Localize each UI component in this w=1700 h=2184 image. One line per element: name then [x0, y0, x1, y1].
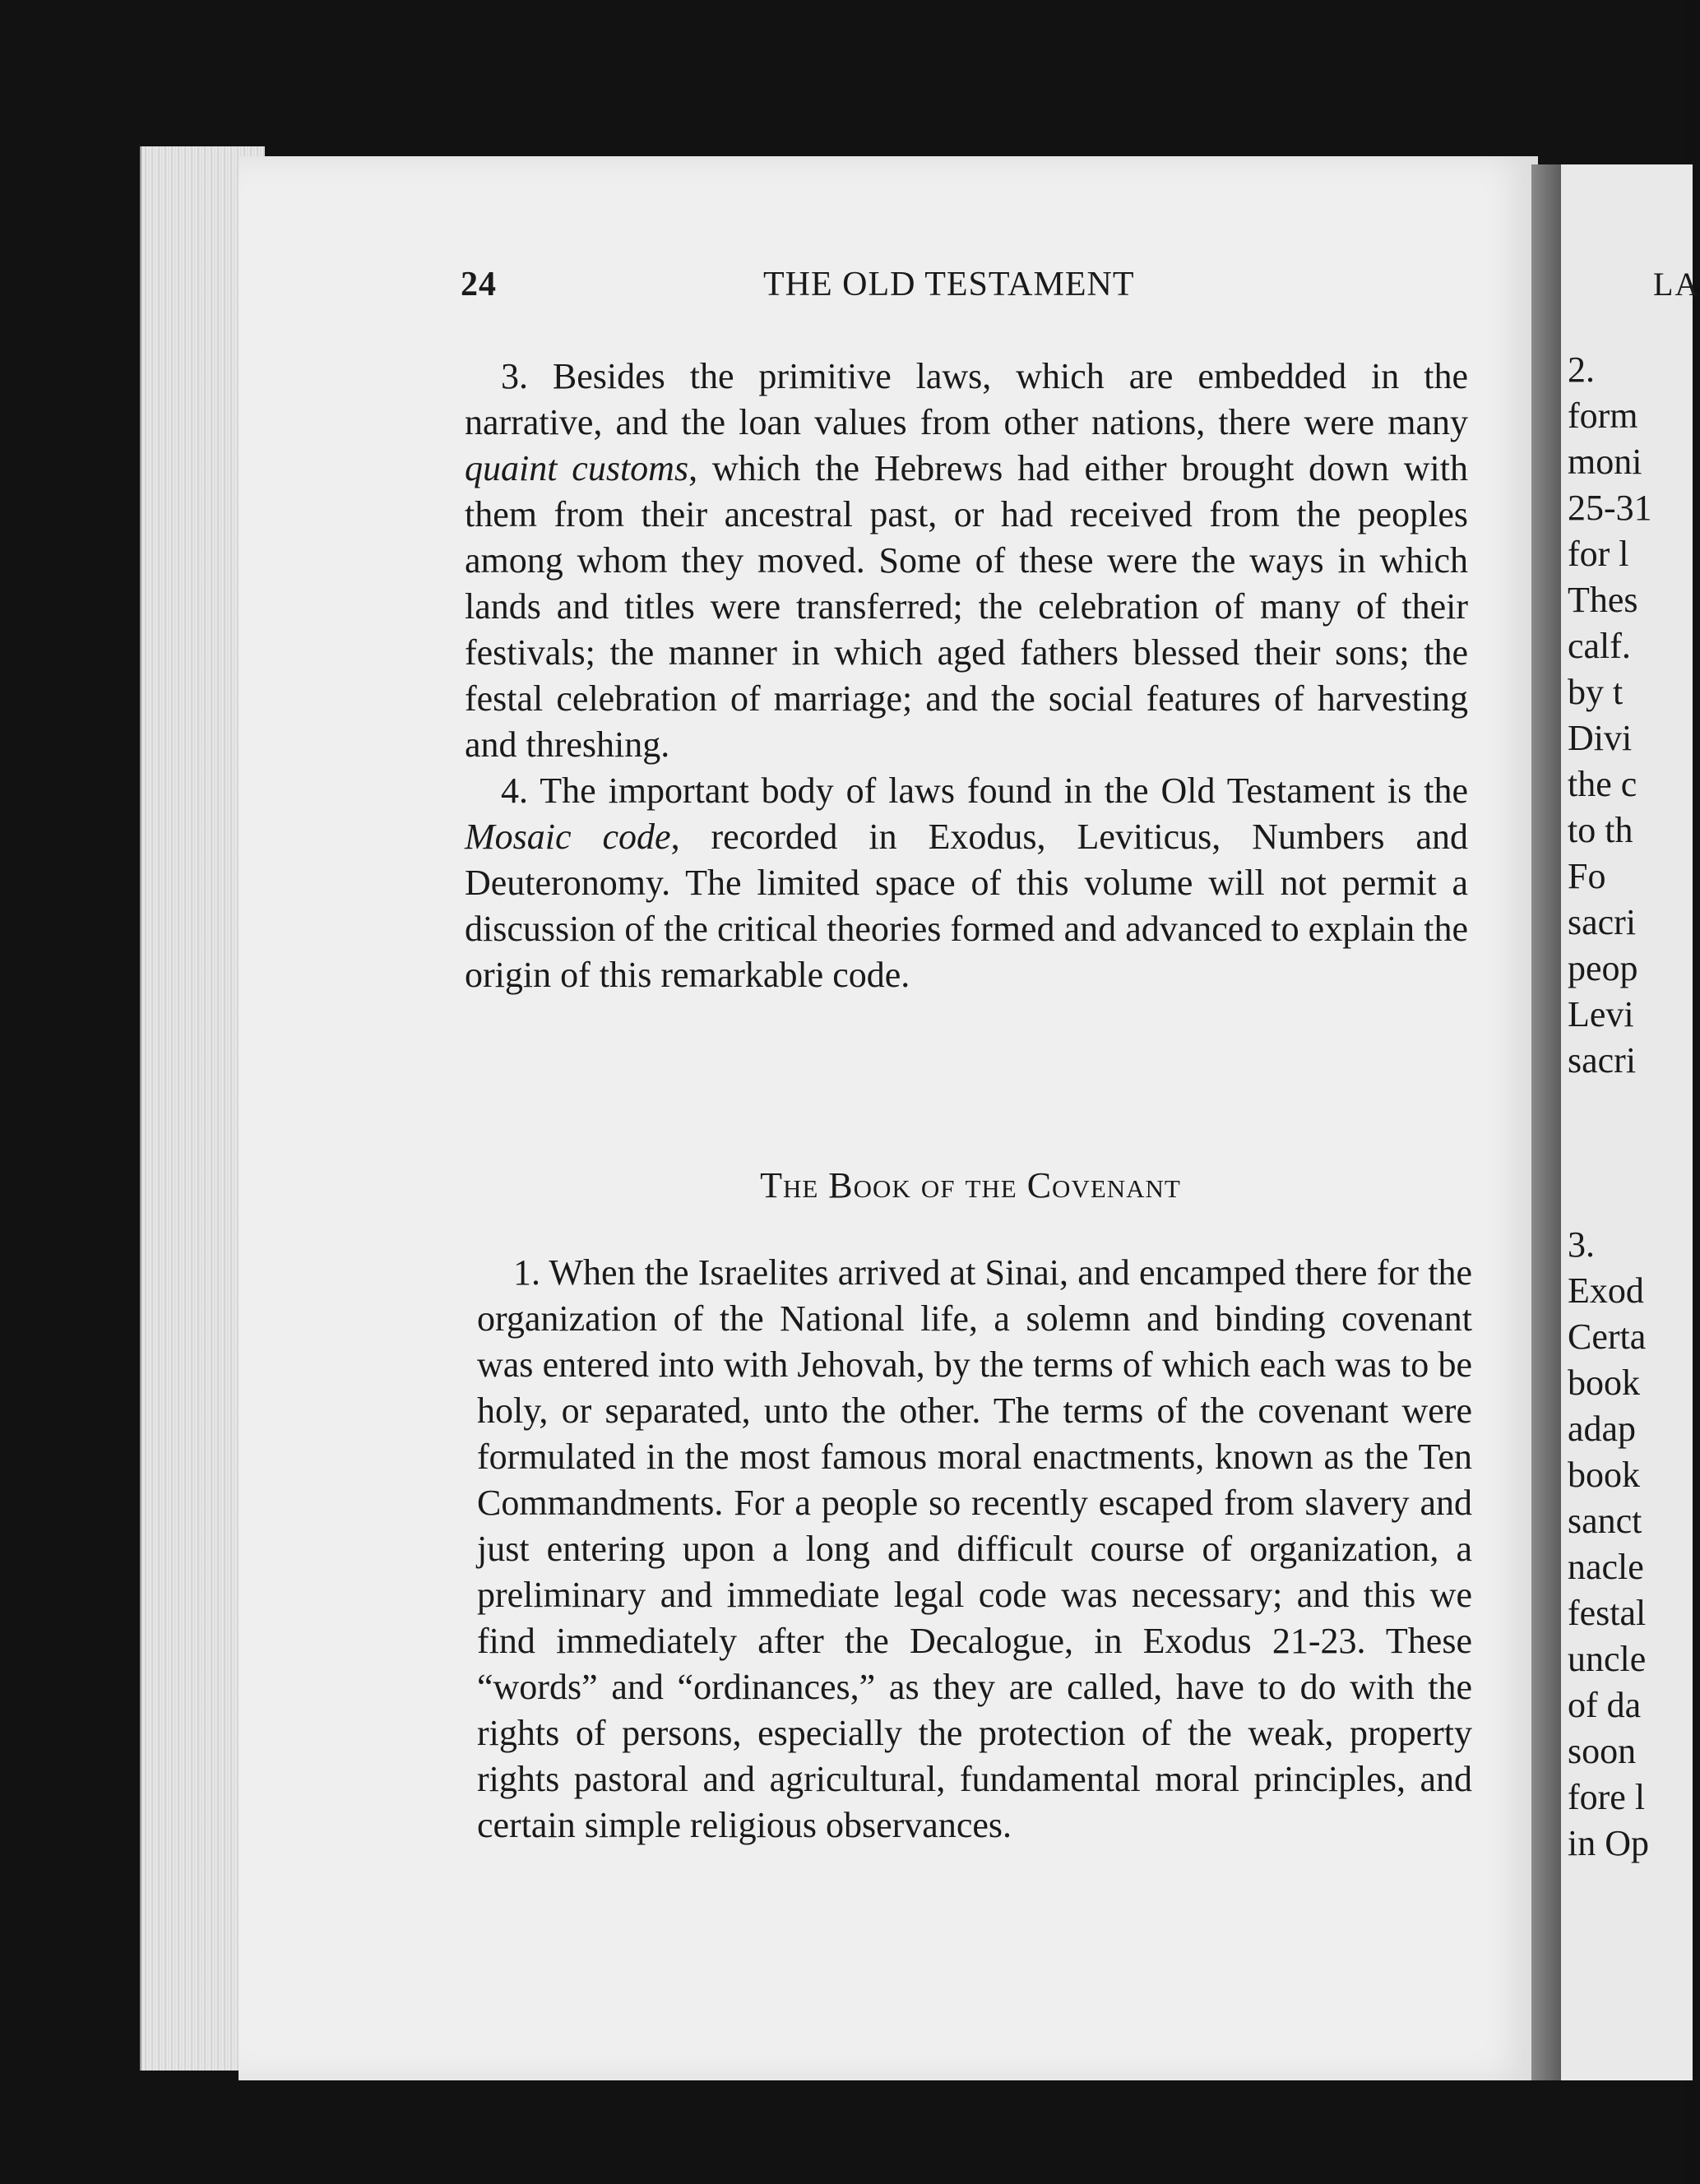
right-page-line	[1568, 301, 1652, 347]
right-page-line: nacle	[1568, 1547, 1644, 1587]
right-page-line: by t	[1568, 672, 1624, 712]
right-page-line: soon	[1568, 1731, 1637, 1771]
right-page-line: the c	[1568, 764, 1637, 804]
paragraph-4-emphasis: Mosaic code	[465, 817, 671, 857]
right-page-line: Exod	[1568, 1270, 1644, 1311]
right-page-line: form	[1568, 396, 1638, 436]
paragraph-covenant-1: 1. When the Israelites arrived at Sinai, and encamped there for the organization of the National life, a solemn and binding covenant was entered into with Jehovah, by the terms of which each was to be holy, or separated, unto the other. The terms of the covenant were formulated in the most famous moral enactments, known as the Ten Commandments. For a people so recently escaped from slavery and just entering upon a long and difficult course of organization, a preliminary and immediate legal code was necessary; and this we find immediately after the Decalogue, in Exodus 21-23. These “words” and “ordinances,” as they are called, have to do with the rights of persons, especially the protection of the weak, property rights pastoral and agricultural, fundamental moral principles, and certain simple religious observances.	[477, 1252, 1472, 1845]
right-running-head: LA	[1653, 266, 1700, 303]
right-page-line: to th	[1568, 810, 1633, 850]
right-page-text	[1568, 255, 1652, 1867]
section-heading: The Book of the Covenant	[760, 1165, 1181, 1205]
right-page-line	[1568, 255, 1652, 301]
body-text-top	[465, 354, 1468, 998]
right-page-line: fore l	[1568, 1777, 1646, 1817]
right-page-line: calf.	[1568, 626, 1631, 666]
right-page	[1561, 164, 1700, 2080]
right-page-line: moni	[1568, 442, 1642, 482]
book-gutter	[1531, 164, 1563, 2080]
paragraph-3-text-b: , which the Hebrews had either brought down with them from their ancestral past, or had received from the peoples among whom they moved. Some of these were the ways in which lands and titles were transferred; the celebration of many of their festivals; the manner in which aged fathers blessed their sons; the festal celebration of marriage; and the social features of harvesting and threshing.	[465, 448, 1468, 765]
right-page-line: 25-31	[1568, 488, 1652, 528]
right-page-line: for l	[1568, 534, 1629, 574]
paragraph-3-emphasis: quaint customs	[465, 448, 689, 488]
right-page-line: of da	[1568, 1685, 1642, 1725]
right-page-line: in Op	[1568, 1823, 1649, 1863]
right-page-line: 3.	[1568, 1224, 1595, 1265]
right-page-line: sacri	[1568, 1040, 1637, 1080]
right-page-line: festal	[1568, 1593, 1647, 1633]
paragraph-4	[465, 768, 1468, 998]
right-page-line: Divi	[1568, 718, 1633, 758]
right-page-line: book	[1568, 1455, 1640, 1495]
right-page-line: Certa	[1568, 1316, 1647, 1357]
right-page-line: 2.	[1568, 349, 1595, 390]
right-page-line	[1568, 1084, 1652, 1130]
right-page-line: uncle	[1568, 1639, 1647, 1679]
page-number: 24	[461, 266, 497, 303]
right-page-line: sacri	[1568, 902, 1637, 942]
right-page-line	[1568, 1130, 1652, 1176]
body-text-bottom	[477, 1250, 1472, 1849]
right-page-line: sanct	[1568, 1501, 1642, 1541]
paragraph-3	[465, 354, 1468, 768]
right-page-line: adap	[1568, 1409, 1637, 1449]
paragraph-3-text-a: 3. Besides the primitive laws, which are embedded in the narrative, and the loan values from other nations, there were many	[465, 356, 1468, 442]
right-page-line: Thes	[1568, 580, 1638, 620]
right-page-line: Levi	[1568, 994, 1634, 1034]
paragraph-4-text-a: 4. The important body of laws found in the Old Testament is the	[501, 770, 1468, 811]
right-page-line: book	[1568, 1363, 1640, 1403]
right-page-line: peop	[1568, 948, 1638, 988]
right-page-line: Fo	[1568, 856, 1606, 896]
right-page-line	[1568, 1176, 1652, 1222]
paragraph-4-text-b: , recorded in Exodus, Leviticus, Numbers and Deuteronomy. The limited space of this volume will not permit a discussion of the critical theories formed and advanced to explain the origin of this remarkable code.	[465, 817, 1469, 995]
page-header-title: THE OLD TESTAMENT	[763, 266, 1135, 303]
